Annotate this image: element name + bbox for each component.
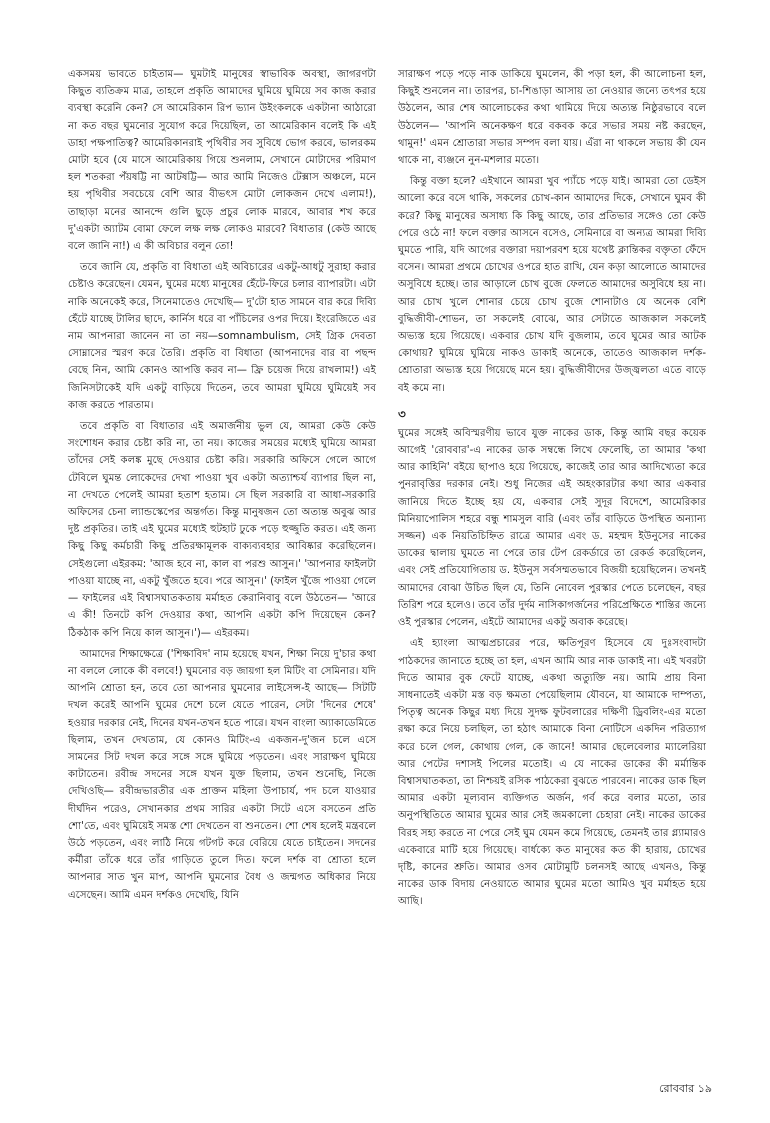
left-paragraph-3: তবে প্রকৃতি বা বিধাতার এই অমার্জনীয় ভুল যে, আমরা কেউ কেউ সংশোধন করার চেষ্টা করি না, তা নয়। কাজের সময়ের মধ্যেই ঘুমিয়ে আমরা তাঁদের সেই কলঙ্ক মুছে দেওয়ার চেষ্টা করি। সরকারি অফিসে গেলে আগে টেবিলে ঘুমন্ত লোকেদের দেখা পাওয়া খুব একটা অত্যাশ্চর্য ব্যাপার ছিল না, না দেখতে পেলেই আমরা হতাশ হতাম। সে ছিল সরকারি বা আধা-সরকারি অফিসের চেনা ল্যান্ডস্কেপের অন্তর্গত। কিন্তু মানুষজন তো অত্যন্ত অবুঝ আর দুষ্ট প্রকৃতির। তাই এই ঘুমের মধ্যেই হুটহাট ঢুকে পড়ে হুজ্জুতি করত। এই জন্য কিছু কিছু কর্মচারী কিছু প্রতিরক্ষামূলক বাক্যব্যবহার আবিষ্কার করেছিলেন। সেইগুলো এইরকম: 'আজ হবে না, কাল বা পরশু আসুন।' 'আপনার ফাইলটা পাওয়া যাচ্ছে না, একটু খুঁজতে হবে। পরে আসুন।' (ফাইল খুঁজে পাওয়া গেলে— ফাইলের এই বিশ্বাসঘাতকতায় মর্মাহত কেরানিবাবু বলে উঠতেন— 'আরে এ কী! তিনটে কপি দেওয়ার কথা, আপনি একটা কপি দিয়েছেন কেন? ঠিকঠাক কপি নিয়ে কাল আসুন।')— এইরকম। [68, 421, 376, 639]
left-paragraph-2: তবে জানি যে, প্রকৃতি বা বিধাতা এই অবিচারের একটু-আধটু সুরাহা করার চেষ্টাও করেছেন। যেমন, ঘুমের মধ্যে মানুষের হেঁটে-ফিরে চলার ব্যাপারটা। এটা নাকি অনেকেই করে, সিনেমাতেও দেখেছি— দু'টো হাত সামনে বার করে দিব্যি হেঁটে যাচ্ছে টালির ছাদে, কার্নিস ধরে বা পাঁচিলের ওপর দিয়ে। ইংরেজিতে এর নাম আপনারা জানেন না তা নয়—somnambulism, সেই গ্রিক দেবতা সোম্নাসের স্মরণ করে তৈরি। প্রকৃতি বা বিধাতা (আপনাদের বার বা পছন্দ বেছে নিন, আমি কোনও আপত্তি করব না— ফ্রি চয়েজ দিয়ে রাখলাম!) এই জিনিসটাকেই যদি একটু বাড়িয়ে দিতেন, তবে আমরা ঘুমিয়ে ঘুমিয়েই সব কাজ করতে পারতাম। [68, 262, 376, 411]
left-column [68, 66, 376, 908]
left-paragraph-1: একসময় ভাবতে চাইতাম— ঘুমটাই মানুষের স্বাভাবিক অবস্থা, জাগরণটা কিছুত ব্যতিক্রম মাত্র, তাহলে প্রকৃতি আমাদের ঘুমিয়ে ঘুমিয়ে সব কাজ করার ব্যবস্থা করেনি কেন? সে আমেরিকান রিপ ভ্যান উইংকলকে একটানা আঠারো না কত বছর ঘুমনোর সুযোগ করে দিয়েছিল, তা আমেরিকান বলেই কি এই ডাহা পক্ষপাতিত্ব? আমেরিকানরাই পৃথিবীর সব সুবিধে ভোগ করবে, ভালরকম মোটা হবে (যে মাসে আমেরিকায় গিয়ে শুনলাম, সেখানে মোটাদের পরিমাণ হল শতকরা পঁয়ষট্টি না আটষট্টি— আর আমি নিজেও টেক্সাস অঞ্চলে, মনে হয় পৃথিবীর সবচেয়ে বেশি আর বীভৎস মোটা লোকজন দেখে এলাম!), তাছাড়া মনের আনন্দে গুলি ছুড়ে প্রচুর লোক মারবে, আবার শখ করে দু'একটা অ্যাটম বোমা ফেলে লক্ষ লক্ষ লোকও মারবে? বিধাতার (কেউ আছে বলে জানি না!) এ কী অবিচার বলুন তো! [68, 69, 376, 253]
right-column [398, 66, 706, 915]
section-number: ৩ [398, 406, 406, 421]
right-paragraph-4: এই হ্যাংলা আত্মপ্রচারের পরে, ক্ষতিপূরণ হিসেবে যে দুঃসংবাদটা পাঠকদের জানাতে হচ্ছে তা হল, এখন আমি আর নাক ডাকাই না। এই খবরটা দিতে আমার বুক ফেটে যাচ্ছে, একথা অত্যুক্তি নয়। আমি প্রায় বিনা সাধনাতেই একটা মস্ত বড় ক্ষমতা পেয়েছিলাম যৌবনে, যা আমাকে দাম্পত্য, পিতৃত্ব অনেক কিছুর মধ্য দিয়ে সুদক্ষ ফুটবলারের দক্ষিণী ড্রিবলিং-এর মতো রক্ষা করে নিয়ে চলছিল, তা হঠাৎ আমাকে বিনা নোটিসে একদিন পরিত্যাগ করে চলে গেল, কোথায় গেল, কে জানে! আমার ছেলেবেলার ম্যালেরিয়া আর পেটের দশাসই পিলের মতোই। এ যে নাকের ডাকের কী মর্মান্তিক বিশ্বাসঘাতকতা, তা নিশ্চয়ই রসিক পাঠকেরা বুঝতে পারবেন। নাকের ডাক ছিল আমার একটা মূল্যবান ব্যক্তিগত অর্জন, গর্ব করে বলার মতো, তার অনুপস্থিতিতে আমার ঘুমের আর সেই জমকালো চেহারা নেই। নাকের ডাকের বিরহ সহ্য করতে না পেরে সেই ঘুম যেমন কমে গিয়েছে, তেমনই তার গ্ল্যামারও একেবারে মাটি হয়ে গিয়েছে। বার্ধক্যে কত মানুষের কত কী হারায়, চোখের দৃষ্টি, কানের শ্রুতি। আমার ওসব মোটামুটি চলনসই আছে এখনও, কিন্তু নাকের ডাক বিদায় নেওয়াতে আমার ঘুমের মতো আমিও খুব মর্মাহত হয়ে আছি। [398, 638, 706, 908]
right-paragraph-3: ঘুমের সঙ্গেই অবিস্মরণীয় ভাবে যুক্ত নাকের ডাক, কিন্তু আমি বছর কয়েক আগেই 'রোববার'-এ নাকের ডাক সম্বন্ধে লিখে ফেলেছি, তা আমার 'কথা আর কাহিনি' বইয়ে ছাপাও হয়ে গিয়েছে, কাজেই তার আর আদিখ্যেতা করে পুনরাবৃত্তির দরকার নেই। শুধু নিজের এই অহংকারটার কথা আর একবার জানিয়ে দিতে ইচ্ছে হয় যে, একবার সেই সুদূর বিদেশে, আমেরিকার মিনিয়াপোলিস শহরে বন্ধু শামসুল বারি (এবং তাঁর বাড়িতে উপস্থিত অন্যান্য সজ্জন) এক নিয়তিচিহ্নিত রাত্রে আমার এবং ড. মহম্মদ ইউনুসের নাকের ডাকের দ্বালায় ঘুমতে না পেরে তার টেপ রেকর্ডারে তা রেকর্ড করেছিলেন, এবং সেই প্রতিযোগিতায় ড. ইউনুস সর্বসম্মতভাবে বিজয়ী হয়েছিলেন। তখনই আমাদের বোঝা উচিত ছিল যে, তিনি নোবেল পুরস্কার পেতে চলেছেন, বছর তিরিশ পরে হলেও। তবে তাঁর দুর্দম নাসিকাগর্জনের পরিপ্রেক্ষিতে শান্তির জন্যে ওই পুরস্কার পেলেন, এইটে আমাদের একটু অবাক করেছে। [398, 427, 706, 629]
left-paragraph-4: আমাদের শিক্ষাক্ষেত্রে ('শিক্ষাবিদ' নাম হয়েছে যখন, শিক্ষা নিয়ে দু'চার কথা না বললে লোকে কী বলবে!) ঘুমনোর বড় জায়গা হল মিটিং বা সেমিনার। যদি আপনি শ্রোতা হন, তবে তো আপনার ঘুমনোর লাইসেন্স-ই আছে— সিটটি দখল করেই আপনি ঘুমের দেশে চলে যেতে পারেন, সেটা 'দিনের শেষে' হওয়ার দরকার নেই, দিনের যখন-তখন হতে পারে। যখন বাংলা অ্যাকাডেমিতে ছিলাম, তখন দেখতাম, যে কোনও মিটিং-এ একজন-দু'জন চলে এসে সামনের সিট দখল করে সঙ্গে সঙ্গে ঘুমিয়ে পড়তেন। এবং সারাক্ষণ ঘুমিয়ে কাটাতেন। রবীন্দ্র সদনের সঙ্গে যখন যুক্ত ছিলাম, তখন শুনেছি, নিজে দেখিওছি— রবীন্দ্রভারতীর এক প্রাক্তন মহিলা উপাচার্য, পদ চলে যাওয়ার দীর্ঘদিন পরেও, সেখানকার প্রথম সারির একটা সিটে এসে বসতেন প্রতি শো'তে, এবং ঘুমিয়েই সমস্ত শো দেখতেন বা শুনতেন। শো শেষ হলেই মন্ত্রবলে উঠে পড়তেন, এবং লাঠি নিয়ে গটগট করে বেরিয়ে যেতে চাইতেন। সদনের কর্মীরা তাঁকে ধরে তাঁর গাড়িতে তুলে দিত। ফলে দর্শক বা শ্রোতা হলে আপনার সাত খুন মাপ, আপনি ঘুমনোর বৈধ ও জন্মগত অধিকার নিয়ে এসেছেন। আমি এমন দর্শকও দেখেছি, যিনি [68, 648, 376, 901]
right-paragraph-1: সারাক্ষণ পড়ে পড়ে নাক ডাকিয়ে ঘুমলেন, কী পড়া হল, কী আলোচনা হল, কিছুই শুনলেন না। তারপর, চা-শিঙাড়া আসায় তা নেওয়ার জন্যে তৎপর হয়ে উঠলেন, আর শেষ আলোচকের কথা থামিয়ে দিয়ে অত্যন্ত নিষ্ঠুরভাবে বলে উঠলেন— 'আপনি অনেকক্ষণ ধরে বকবক করে সভার সময় নষ্ট করছেন, থামুন!' এমন শ্রোতারা সভার সম্পদ বলা যায়। এঁরা না থাকলে সভায় কী যেন থাকে না, ব্যঞ্জনে নুন-মশলার মতো। [398, 69, 706, 167]
page-footer: রোববার ১৯ [659, 1082, 712, 1095]
right-paragraph-2: কিন্তু বক্তা হলে? এইখানে আমরা খুব প্যাঁচে পড়ে যাই। আমরা তো ডেইস আলো করে বসে থাকি, সকলের চোখ-কান আমাদের দিকে, সেখানে ঘুমব কী করে? কিছু মানুষের অসাধ্য কি কিছু আছে, তার প্রতিভার সঙ্গেও তো কেউ পেরে ওঠে না! ফলে বক্তার আসনে বসেও, সেমিনারে বা অন্যত্র আমরা দিব্যি ঘুমতে পারি, যদি আগের বক্তারা দয়াপরবশ হয়ে যথেষ্ট ক্লান্তিকর বক্তৃতা ফেঁদে বসেন। আমরা প্রথমে চোখের ওপরে হাত রাখি, যেন কড়া আলোতে আমাদের অসুবিধে হচ্ছে। তার আড়ালে চোখ বুজে ফেলতে আমাদের অসুবিধে হয় না। আর চোখ খুলে শোনার চেয়ে চোখ বুজে শোনাটাও যে অনেক বেশি বুদ্ধিজীবী-শোভন, তা সকলেই বোঝে, আর সেটাতে আজকাল সকলেই অভ্যস্ত হয়ে গিয়েছে। একবার চোখ যদি বুজলাম, তবে ঘুমের আর আটক কোথায়? ঘুমিয়ে ঘুমিয়ে নাকও ডাকাই অনেকে, তাতেও আজকাল দর্শক-শ্রোতারা অভ্যস্ত হয়ে গিয়েছে মনে হয়। বুদ্ধিজীবীদের উজ্জ্বলতা এতে বাড়ে বই কমে না। [398, 176, 706, 394]
